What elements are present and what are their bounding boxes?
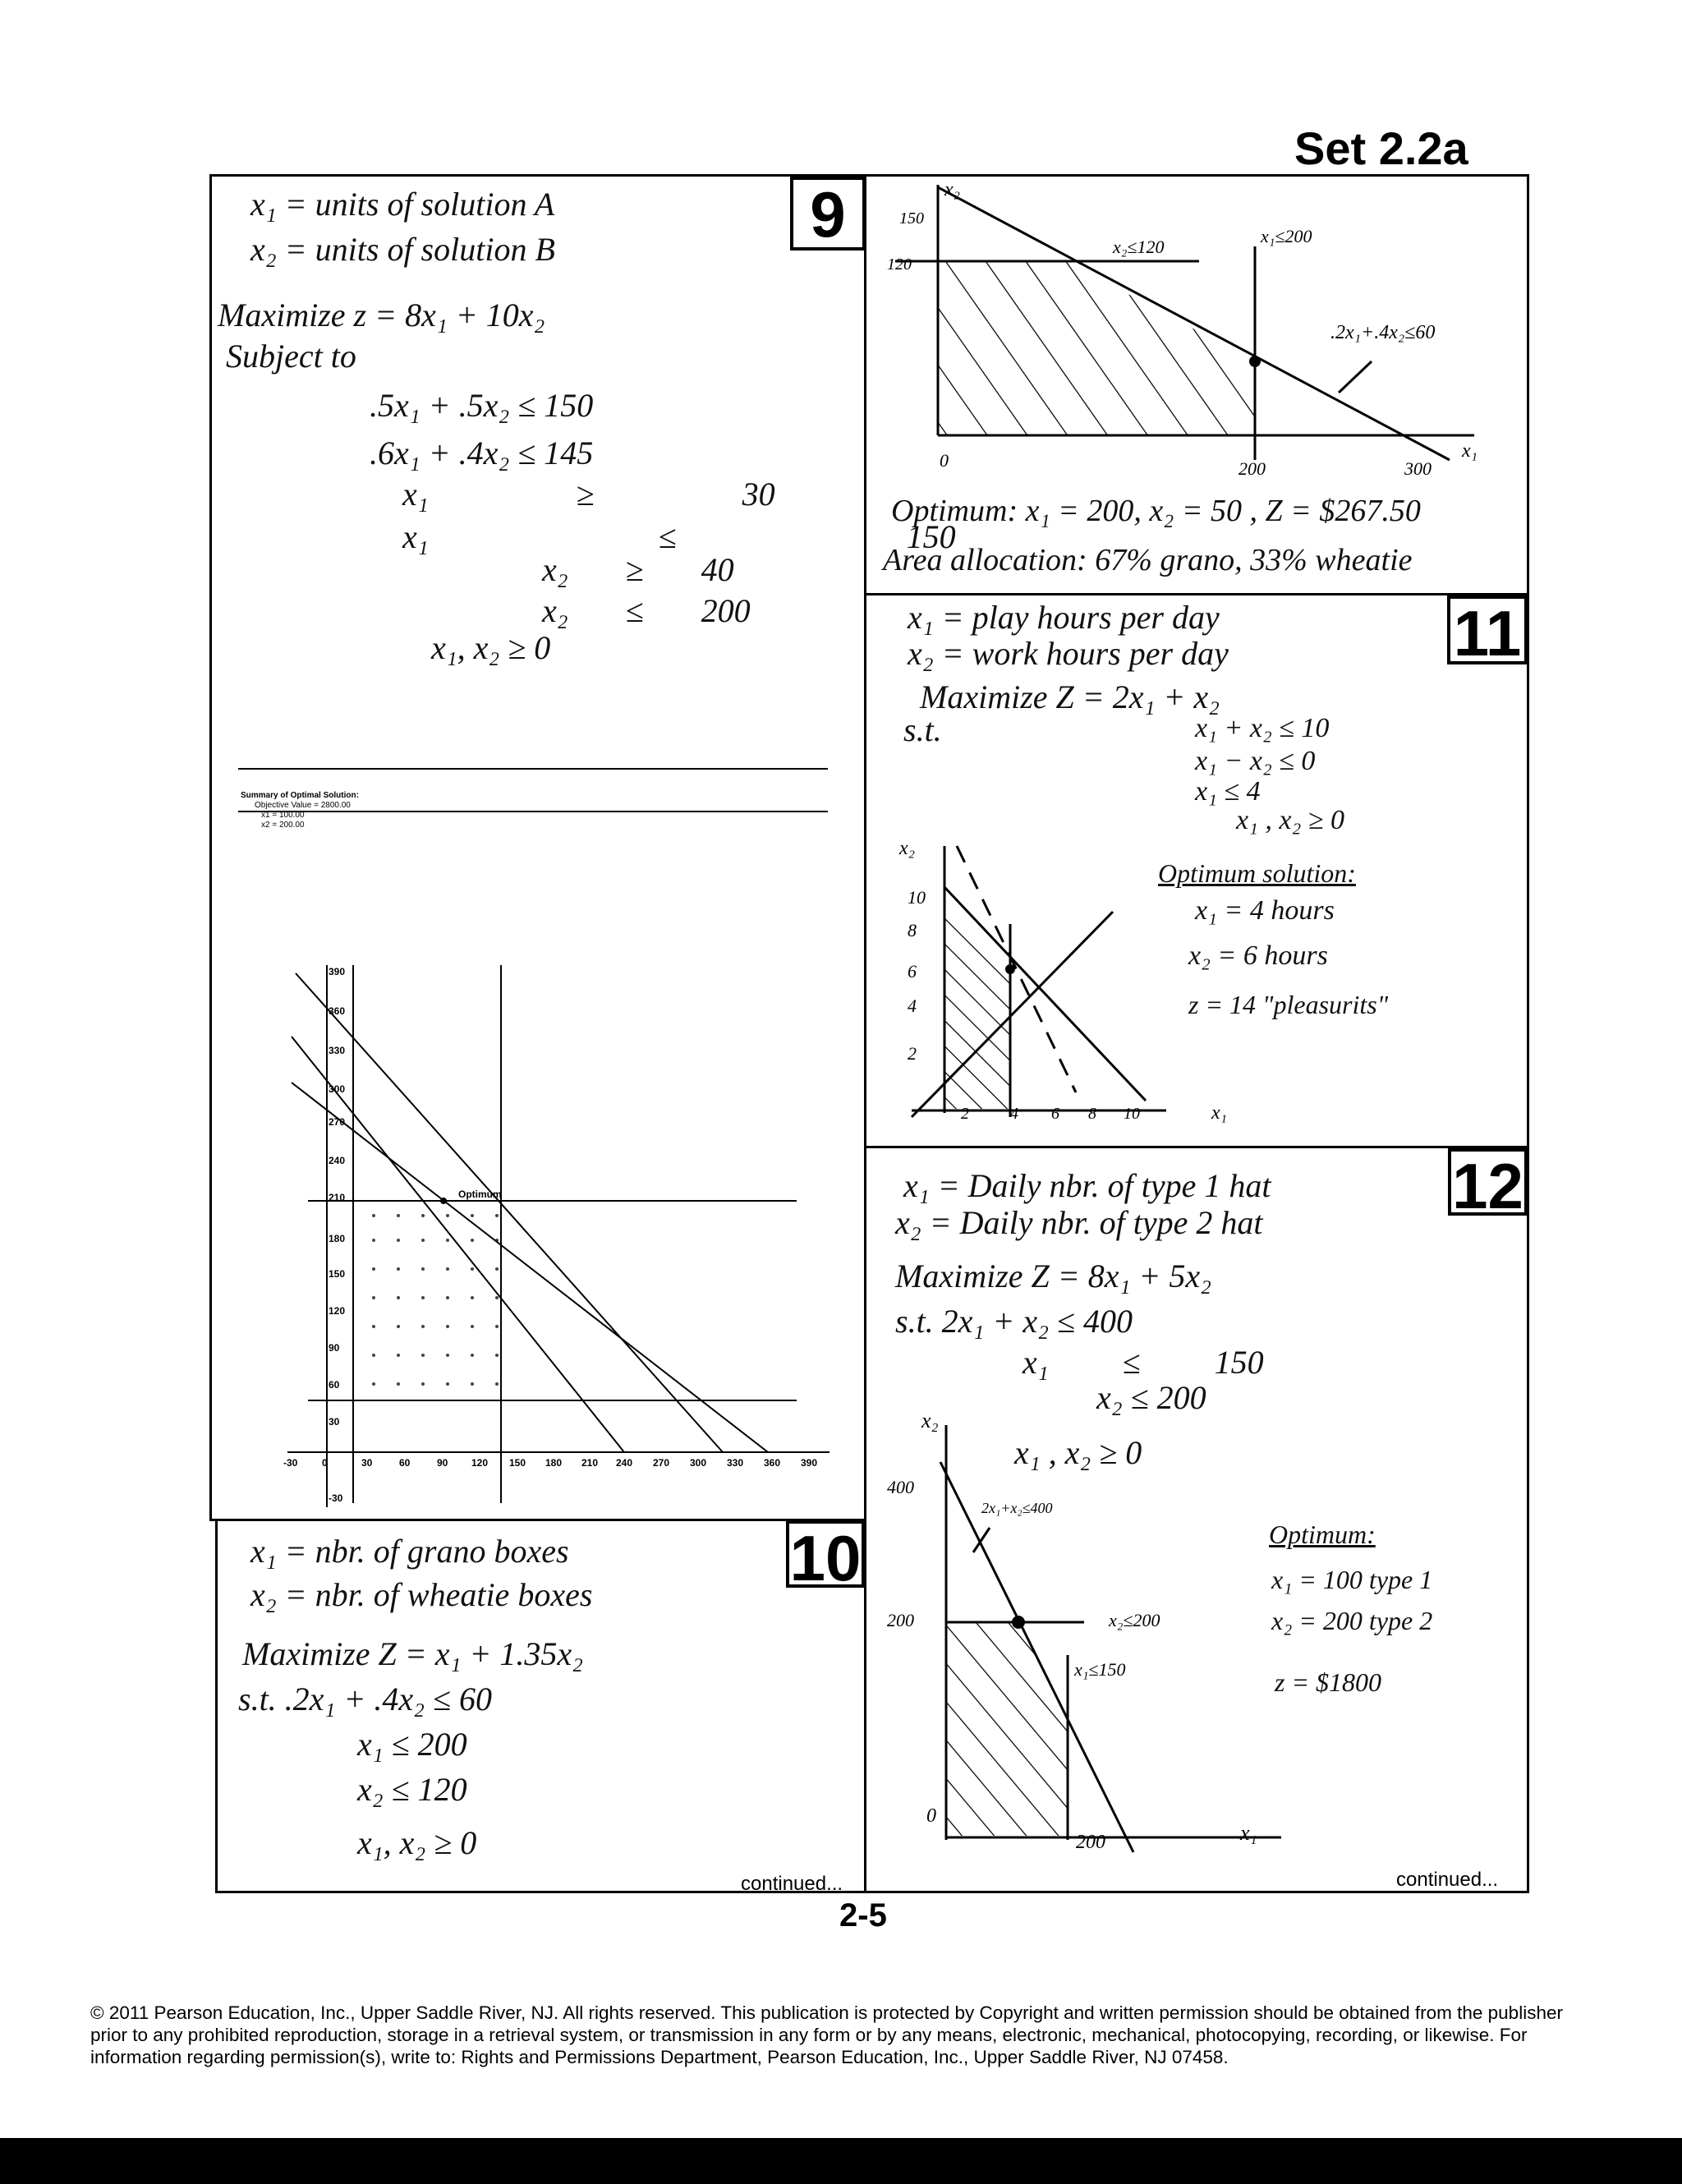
p9-y-tick: -30 — [329, 1492, 343, 1504]
p12-line: Maximize Z = 8x₁ + 5x₂ — [895, 1258, 1212, 1294]
p10-x-300-label: 300 — [1404, 458, 1432, 479]
p11-y-tick: 4 — [908, 995, 917, 1016]
p11-line: x₁ ≤ 4 — [1195, 776, 1261, 807]
p9-x-tick: 360 — [764, 1457, 781, 1469]
p11-solution-x1: x₁ = 4 hours — [1195, 895, 1335, 926]
problem-11-badge: 11 — [1447, 595, 1528, 664]
p11-x-axis-label: x₁ — [1211, 1102, 1227, 1124]
p12-line: x₂ = Daily nbr. of type 2 hat — [895, 1204, 1263, 1241]
p12-solution-x2: x₂ = 200 type 2 — [1271, 1606, 1433, 1635]
p10-origin-label: 0 — [940, 450, 949, 471]
p10-y-axis-label: x₂ — [944, 179, 960, 200]
p10-constraint-1-label: x₂≤120 — [1113, 237, 1165, 257]
p10-y-120-label: 120 — [887, 255, 912, 274]
p11-x-tick: 10 — [1124, 1105, 1140, 1123]
p9-line: x₁ ≤ 150 — [402, 518, 956, 555]
problem-12-badge: 12 — [1448, 1148, 1528, 1216]
p9-summary-x2: x2 = 200.00 — [261, 821, 305, 830]
p10-line: x₂ ≤ 120 — [357, 1771, 467, 1808]
p9-y-tick: 30 — [329, 1416, 340, 1428]
p9-y-tick: 240 — [329, 1155, 346, 1166]
p10-y-150-label: 150 — [899, 209, 924, 228]
p9-x-tick: 330 — [727, 1457, 744, 1469]
problem-10-badge: 10 — [786, 1520, 865, 1588]
p9-y-tick: 150 — [329, 1268, 346, 1280]
p12-solution-z: z = $1800 — [1275, 1667, 1382, 1697]
p9-x-tick: 300 — [690, 1457, 707, 1469]
p12-x-axis-label: x₁ — [1240, 1821, 1257, 1845]
p9-x-tick: 90 — [437, 1457, 448, 1469]
p9-y-tick: 60 — [329, 1379, 340, 1391]
p12-constraint-3-label: x₁≤150 — [1074, 1659, 1126, 1680]
p9-x-tick: -30 — [283, 1457, 298, 1469]
p12-x-200-label: 200 — [1076, 1832, 1105, 1853]
p11-line: x₁ − x₂ ≤ 0 — [1195, 746, 1316, 776]
p9-x-tick: 180 — [545, 1457, 563, 1469]
p9-line: x₁, x₂ ≥ 0 — [431, 629, 551, 666]
p9-summary-title: Summary of Optimal Solution: — [241, 791, 359, 800]
p12-solution-title: Optimum: — [1269, 1520, 1376, 1549]
p12-solution-x1: x₁ = 100 type 1 — [1271, 1565, 1433, 1594]
p12-y-200-label: 200 — [887, 1610, 914, 1630]
p10-x-axis-label: x₁ — [1462, 440, 1477, 462]
p9-line: x₂ = units of solution B — [250, 231, 555, 268]
p10-x-200-label: 200 — [1239, 458, 1266, 479]
p9-summary-objective: Objective Value = 2800.00 — [255, 801, 351, 810]
p12-line: x₁ , x₂ ≥ 0 — [1014, 1434, 1142, 1471]
p10-allocation: Area allocation: 67% grano, 33% wheatie — [883, 543, 1413, 577]
p9-x-tick: 120 — [471, 1457, 489, 1469]
p9-y-tick: 180 — [329, 1233, 346, 1244]
p12-feasible-region — [946, 1622, 1068, 1836]
p11-solution-title: Optimum solution: — [1158, 858, 1356, 888]
page-number: 2-5 — [839, 1897, 887, 1933]
set-title: Set 2.2a — [1294, 122, 1468, 174]
p11-y-tick: 6 — [908, 961, 917, 982]
p12-line: x₂ ≤ 200 — [1096, 1379, 1206, 1416]
p12-line: x₁ ≤ 150 — [1023, 1344, 1264, 1381]
p11-line: x₁ + x₂ ≤ 10 — [1195, 713, 1330, 743]
p10-constraint-3-label: .2x₁+.4x₂≤60 — [1330, 322, 1436, 343]
p9-x-tick: 270 — [653, 1457, 670, 1469]
p10-line: x₁, x₂ ≥ 0 — [357, 1824, 477, 1861]
p11-y-tick: 8 — [908, 920, 917, 940]
p10-constraint-2-label: x₁≤200 — [1261, 226, 1312, 246]
p11-x-tick: 2 — [961, 1105, 969, 1123]
p12-optimum-point — [1012, 1616, 1025, 1629]
p9-x-tick: 30 — [361, 1457, 373, 1469]
p11-y-tick: 2 — [908, 1043, 917, 1064]
p9-y-tick: 90 — [329, 1342, 340, 1354]
p9-y-tick: 390 — [329, 966, 346, 977]
p10-line: s.t. .2x₁ + .4x₂ ≤ 60 — [238, 1681, 492, 1717]
p10-line: x₂ = nbr. of wheatie boxes — [250, 1576, 593, 1613]
p9-line: x₂ ≥ 40 — [542, 551, 734, 588]
p12-y-400-label: 400 — [887, 1477, 914, 1497]
p11-x-tick: 8 — [1088, 1105, 1096, 1123]
p9-x-tick: 0 — [322, 1457, 328, 1469]
p12-origin-label: 0 — [926, 1805, 936, 1827]
p11-solution-x2: x₂ = 6 hours — [1188, 940, 1328, 971]
p9-x-tick: 240 — [616, 1457, 633, 1469]
p11-line: s.t. — [903, 711, 942, 748]
copyright-notice: © 2011 Pearson Education, Inc., Upper Saddle River, NJ. All rights reserved. This publication is protected by Copyright and written permission should be obtained from the publisher prior to any prohibited reproduction, storage in a retrieval system, or transmission in any form or by any means, electronic, mechanical, photocopying, recording, or likewise. For information regarding permission(s), write to: Rights and Permissions Department, Pearson Education, Inc., Upper Saddle River, NJ 07458. — [90, 2002, 1563, 2067]
p9-line: x₂ ≤ 200 — [542, 592, 751, 629]
p9-y-tick: 210 — [329, 1192, 346, 1203]
p9-line: .5x₁ + .5x₂ ≤ 150 — [370, 387, 594, 424]
p11-x-tick: 6 — [1051, 1105, 1059, 1123]
p9-y-tick: 120 — [329, 1305, 346, 1317]
p9-line: x₁ ≥ 30 — [402, 476, 775, 513]
p9-line: Subject to — [226, 338, 356, 375]
p9-summary-x1: x1 = 100.00 — [261, 811, 305, 820]
p9-line: Maximize z = 8x₁ + 10x₂ — [218, 297, 545, 333]
p9-x-tick: 210 — [581, 1457, 599, 1469]
p9-x-tick: 60 — [399, 1457, 411, 1469]
p9-x-tick: 150 — [509, 1457, 526, 1469]
p12-continued: continued... — [1396, 1869, 1499, 1891]
p12-line: s.t. 2x₁ + x₂ ≤ 400 — [895, 1303, 1133, 1340]
p12-constraint-2-label: x₂≤200 — [1109, 1610, 1160, 1630]
p9-y-tick: 330 — [329, 1045, 346, 1056]
p10-optimum: Optimum: x₁ = 200, x₂ = 50 , Z = $267.50 — [891, 494, 1421, 528]
p11-line: Maximize Z = 2x₁ + x₂ — [920, 678, 1220, 715]
p10-line: Maximize Z = x₁ + 1.35x₂ — [242, 1635, 584, 1672]
p12-constraint-1-label: 2x₁+x₂≤400 — [981, 1500, 1053, 1516]
p9-y-tick: 300 — [329, 1083, 346, 1095]
p9-y-tick: 270 — [329, 1116, 346, 1128]
p10-line: x₁ = nbr. of grano boxes — [250, 1533, 569, 1570]
p11-y-axis-label: x₂ — [899, 838, 915, 859]
p9-x-tick: 390 — [801, 1457, 818, 1469]
p11-line: x₁ = play hours per day — [908, 599, 1220, 636]
p11-line: x₁ , x₂ ≥ 0 — [1236, 805, 1344, 835]
p9-optimum-label: Optimum — [458, 1189, 502, 1200]
p11-line: x₂ = work hours per day — [908, 635, 1229, 672]
p9-line: x₁ = units of solution A — [250, 186, 555, 223]
p10-line: x₁ ≤ 200 — [357, 1726, 467, 1763]
p12-line: x₁ = Daily nbr. of type 1 hat — [903, 1167, 1271, 1204]
scan-border — [0, 2138, 1682, 2184]
problem-9-badge: 9 — [790, 177, 866, 251]
p11-x-tick: 4 — [1010, 1105, 1018, 1123]
p11-y-tick: 10 — [908, 887, 926, 908]
p9-y-tick: 360 — [329, 1005, 346, 1017]
p12-y-axis-label: x₂ — [921, 1409, 939, 1432]
p11-solution-z: z = 14 "pleasurits" — [1188, 990, 1389, 1019]
p9-line: .6x₁ + .4x₂ ≤ 145 — [370, 435, 594, 471]
p10-continued: continued... — [741, 1873, 843, 1895]
